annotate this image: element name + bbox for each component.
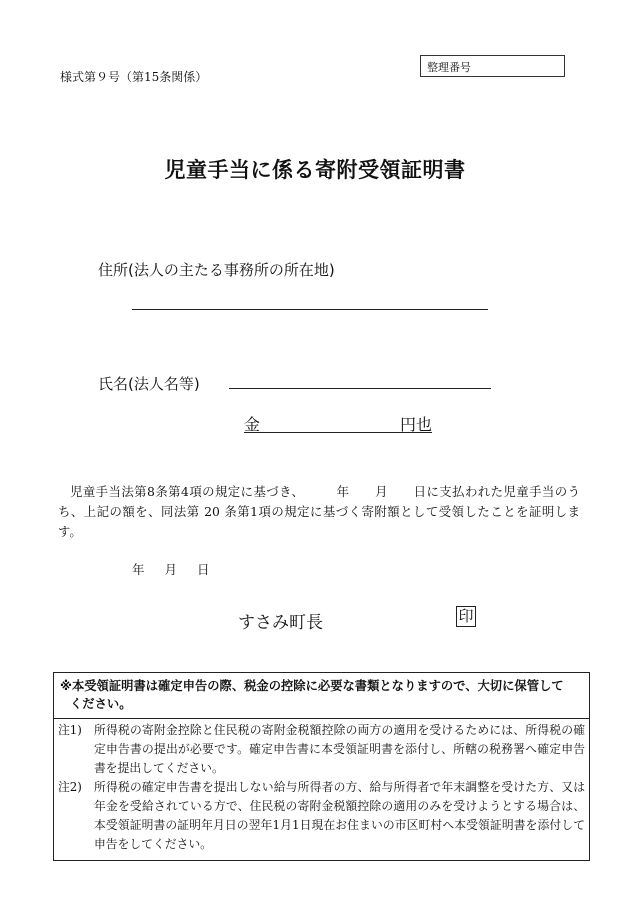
amount-prefix: 金 [244,415,261,434]
note-tag: 注2) [58,780,82,794]
note-text: 所得税の確定申告書を提出しない給与所得者の方、給与所得者で年末調整を受けた方、又は年金を受給されている方で、住民税の寄附金税額控除の適用のみを受けようとする場合は、本受領証明書の証明年月日の翌年1月1日現在お住まいの市区町村へ本受領証明書を添付して申告をしてください。 [94,780,585,851]
address-label: 住所(法人の主たる事務所の所在地) [98,261,335,279]
amount-field[interactable] [244,412,432,433]
issue-date [132,560,226,578]
warning-line-2: ください。 [70,697,132,711]
note-text: 所得税の寄附金控除と住民税の寄附金税額控除の両方の適用を受けるためには、所得税の確定申告書の提出が必要です。確定申告書に本受領証明書を添付し、所轄の税務署へ確定申告書を提出してください。 [94,723,585,775]
notice-warning [54,673,589,719]
address-field[interactable] [132,309,488,310]
form-number: 様式第９号（第15条関係） [60,70,208,84]
document-title: 児童手当に係る寄附受領証明書 [164,158,466,182]
name-field[interactable] [229,388,491,389]
reference-number-label: 整理番号 [427,61,471,74]
seal-mark: 印 [456,606,476,627]
notice-box [53,672,590,861]
certification-text: 児童手当法第8条第4項の規定に基づき、 年 月 日に支払われた児童手当のうち、上記の額を、同法第 20 条第1項の規定に基づく寄附額として受領したことを証明します。 [58,484,580,539]
issuer-name: すさみ町長 [238,613,323,633]
date-month: 月 [164,562,178,577]
date-day: 日 [197,562,210,577]
warning-line-1: ※本受領証明書は確定申告の際、税金の控除に必要な書類となりますので、大切に保管して [60,679,564,693]
name-label: 氏名(法人名等) [98,375,200,393]
notes-list [54,719,589,860]
date-year: 年 [132,562,145,577]
note-tag: 注1) [58,723,82,737]
note-item [58,721,585,778]
amount-suffix: 円也 [399,415,432,434]
reference-number-box[interactable] [420,55,565,77]
note-item [58,778,585,854]
